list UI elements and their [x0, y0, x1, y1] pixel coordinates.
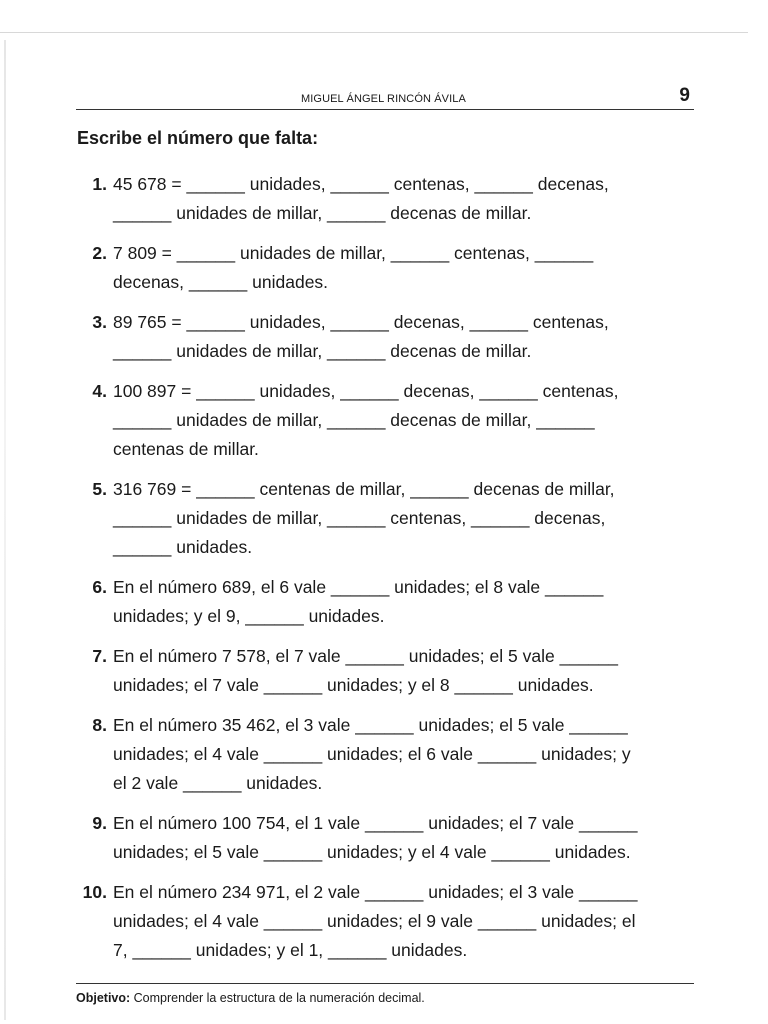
exercise-text: 89 765 = ______ unidades, ______ decenas, ______ centenas, ______ unidades de millar, ______ decenas de millar. — [113, 312, 609, 361]
exercise-item — [0, 809, 700, 867]
exercise-item — [0, 573, 700, 631]
exercise-number: 3. — [92, 312, 107, 332]
exercise-item — [0, 377, 700, 464]
exercise-text: En el número 100 754, el 1 vale ______ unidades; el 7 vale ______ unidades; el 5 vale ______ unidades; y el 4 vale ______ unidades. — [113, 813, 638, 862]
page-number: 9 — [679, 85, 690, 106]
exercise-number: 5. — [92, 479, 107, 499]
exercise-text: 316 769 = ______ centenas de millar, ______ decenas de millar, ______ unidades de millar, ______ centenas, ______ decenas, ______ unidades. — [113, 479, 615, 557]
exercise-list — [0, 170, 700, 976]
exercise-text: En el número 234 971, el 2 vale ______ unidades; el 3 vale ______ unidades; el 4 vale ______ unidades; el 9 vale ______ unidades; el 7, ______ unidades; y el 1, ______ unidades. — [113, 882, 638, 960]
exercise-number: 9. — [92, 813, 107, 833]
exercise-number: 4. — [92, 381, 107, 401]
exercise-item — [0, 642, 700, 700]
exercise-text: En el número 689, el 6 vale ______ unidades; el 8 vale ______ unidades; y el 9, ______ unidades. — [113, 577, 604, 626]
exercise-item — [0, 170, 700, 228]
exercise-item — [0, 239, 700, 297]
exercise-item — [0, 308, 700, 366]
exercise-item — [0, 878, 700, 965]
objective-footer — [76, 983, 694, 1005]
exercise-number: 2. — [92, 243, 107, 263]
exercise-number: 6. — [92, 577, 107, 597]
exercise-text: 45 678 = ______ unidades, ______ centenas, ______ decenas, ______ unidades de millar, ______ decenas de millar. — [113, 174, 609, 223]
exercise-text: En el número 7 578, el 7 vale ______ unidades; el 5 vale ______ unidades; el 7 vale ______ unidades; y el 8 ______ unidades. — [113, 646, 618, 695]
exercise-text: 7 809 = ______ unidades de millar, ______ centenas, ______ decenas, ______ unidades. — [113, 243, 594, 292]
objective-text: Comprender la estructura de la numeración decimal. — [133, 991, 425, 1005]
exercise-number: 7. — [92, 646, 107, 666]
exercise-number: 1. — [92, 174, 107, 194]
exercise-text: En el número 35 462, el 3 vale ______ unidades; el 5 vale ______ unidades; el 4 vale ______ unidades; el 6 vale ______ unidades; y el 2 vale ______ unidades. — [113, 715, 631, 793]
scan-top-edge — [0, 32, 748, 33]
exercise-heading: Escribe el número que falta: — [77, 128, 319, 148]
author-name: MIGUEL ÁNGEL RINCÓN ÁVILA — [301, 93, 466, 105]
exercise-text: 100 897 = ______ unidades, ______ decenas, ______ centenas, ______ unidades de millar, ______ decenas de millar, ______ centenas de millar. — [113, 381, 619, 459]
exercise-number: 10. — [82, 882, 107, 902]
running-header — [76, 87, 694, 110]
objective-label: Objetivo: — [76, 991, 131, 1005]
exercise-item — [0, 475, 700, 562]
exercise-number: 8. — [92, 715, 107, 735]
exercise-item — [0, 711, 700, 798]
